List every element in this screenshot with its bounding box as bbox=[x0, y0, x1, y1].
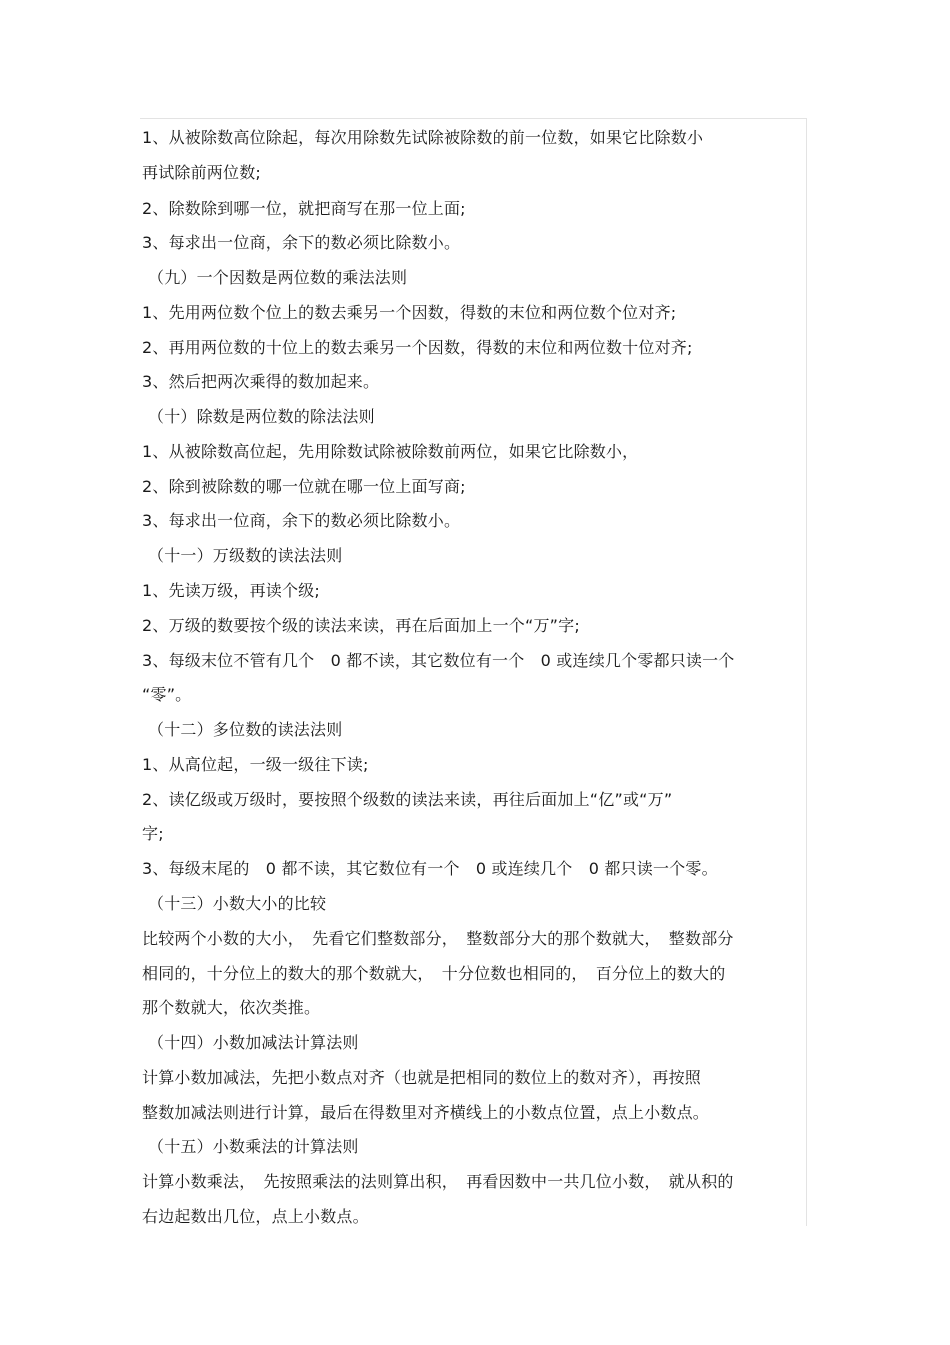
rule-item: 2、再用两位数的十位上的数去乘另一个因数，得数的末位和两位数十位对齐; bbox=[142, 338, 693, 357]
rule-item-continued: “零”。 bbox=[142, 685, 192, 704]
rule-item-continued: 字; bbox=[142, 824, 164, 843]
rule-item: 3、每级末尾的 0 都不读，其它数位有一个 0 或连续几个 0 都只读一个零。 bbox=[142, 859, 718, 878]
rule-9-intro-line-1: 1、从被除数高位除起，每次用除数先试除被除数的前一位数，如果它比除数小 bbox=[142, 128, 704, 147]
rule-item: 2、除到被除数的哪一位就在哪一位上面写商; bbox=[142, 477, 466, 496]
paragraph-line: 那个数就大，依次类推。 bbox=[142, 998, 321, 1017]
section-heading-12: （十二）多位数的读法法则 bbox=[148, 720, 343, 739]
rule-item: 2、除数除到哪一位，就把商写在那一位上面; bbox=[142, 199, 466, 218]
paragraph-line: 相同的，十分位上的数大的那个数就大， 十分位数也相同的， 百分位上的数大的 bbox=[142, 964, 726, 983]
section-heading-15: （十五）小数乘法的计算法则 bbox=[148, 1137, 359, 1156]
paragraph-line: 比较两个小数的大小， 先看它们整数部分， 整数部分大的那个数就大， 整数部分 bbox=[142, 929, 734, 948]
rule-item: 2、读亿级或万级时，要按照个级数的读法来读，再往后面加上“亿”或“万” bbox=[142, 790, 673, 809]
rule-item: 3、每级末位不管有几个 0 都不读，其它数位有一个 0 或连续几个零都只读一个 bbox=[142, 651, 735, 670]
paragraph-line: 计算小数加减法，先把小数点对齐（也就是把相同的数位上的数对齐），再按照 bbox=[142, 1068, 702, 1087]
section-heading-10: （十）除数是两位数的除法法则 bbox=[148, 407, 375, 426]
paragraph-line: 右边起数出几位，点上小数点。 bbox=[142, 1207, 369, 1226]
paragraph-line: 整数加减法则进行计算，最后在得数里对齐横线上的小数点位置，点上小数点。 bbox=[142, 1103, 710, 1122]
rule-item: 1、从被除数高位起，先用除数试除被除数前两位，如果它比除数小， bbox=[142, 442, 639, 461]
rule-9-intro-line-2: 再试除前两位数; bbox=[142, 163, 261, 182]
section-heading-9: （九）一个因数是两位数的乘法法则 bbox=[148, 268, 408, 287]
rule-item: 1、从高位起，一级一级往下读; bbox=[142, 755, 369, 774]
paragraph-line: 计算小数乘法， 先按照乘法的法则算出积， 再看因数中一共几位小数， 就从积的 bbox=[142, 1172, 734, 1191]
rule-item: 1、先读万级，再读个级; bbox=[142, 581, 320, 600]
section-heading-11: （十一）万级数的读法法则 bbox=[148, 546, 343, 565]
rule-item: 2、万级的数要按个级的读法来读，再在后面加上一个“万”字; bbox=[142, 616, 580, 635]
rule-item: 3、每求出一位商，余下的数必须比除数小。 bbox=[142, 511, 461, 530]
section-heading-13: （十三）小数大小的比较 bbox=[148, 894, 327, 913]
section-heading-14: （十四）小数加减法计算法则 bbox=[148, 1033, 359, 1052]
rule-item: 1、先用两位数个位上的数去乘另一个因数，得数的末位和两位数个位对齐; bbox=[142, 303, 677, 322]
rule-item: 3、每求出一位商，余下的数必须比除数小。 bbox=[142, 233, 461, 252]
rule-item: 3、然后把两次乘得的数加起来。 bbox=[142, 372, 380, 391]
